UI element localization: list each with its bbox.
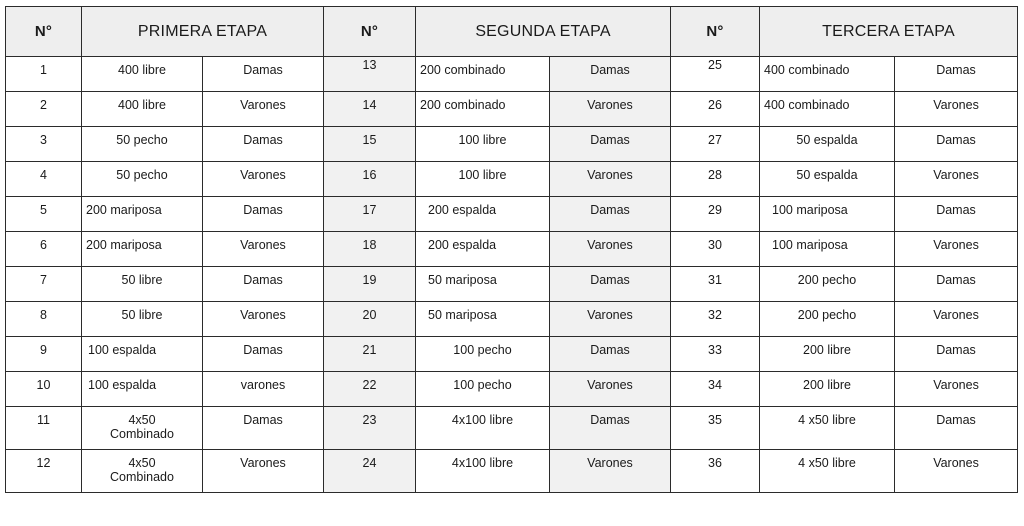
event-name: 50 espalda <box>760 162 895 197</box>
number-header-2: N° <box>324 7 416 57</box>
event-number: 15 <box>324 127 416 162</box>
event-number: 19 <box>324 267 416 302</box>
event-number: 18 <box>324 232 416 267</box>
event-category: Damas <box>895 337 1018 372</box>
table-row <box>6 57 1018 92</box>
event-number: 13 <box>362 58 377 72</box>
event-name: 50 libre <box>82 267 203 302</box>
event-number: 2 <box>6 92 82 127</box>
event-name: 50 espalda <box>760 127 895 162</box>
events-table <box>5 6 1018 493</box>
event-name: 50 pecho <box>82 127 203 162</box>
event-name: 50 mariposa <box>416 302 550 337</box>
event-category: Damas <box>895 127 1018 162</box>
event-category: Varones <box>203 162 324 197</box>
event-number: 28 <box>671 162 760 197</box>
event-number: 21 <box>324 337 416 372</box>
number-header-1: N° <box>6 7 82 57</box>
event-name: 200 combinado <box>416 92 550 127</box>
event-name: 50 libre <box>82 302 203 337</box>
event-category: Damas <box>895 197 1018 232</box>
event-name: 4 x50 libre <box>760 450 895 493</box>
table-row <box>6 162 1018 197</box>
event-name-line-2: Combinado <box>110 427 174 441</box>
event-category: Varones <box>203 302 324 337</box>
event-category: Damas <box>895 407 1018 450</box>
event-category: Varones <box>550 232 671 267</box>
event-number: 24 <box>324 450 416 493</box>
event-category: Varones <box>550 92 671 127</box>
event-name: 4 x50 libre <box>760 407 895 450</box>
stage-header-first: PRIMERA ETAPA <box>82 7 324 57</box>
event-category: Damas <box>550 267 671 302</box>
event-category: Damas <box>203 127 324 162</box>
event-number: 6 <box>6 232 82 267</box>
event-number: 4 <box>6 162 82 197</box>
table-row <box>6 302 1018 337</box>
table-row <box>6 127 1018 162</box>
table-row <box>6 267 1018 302</box>
event-category: Varones <box>895 92 1018 127</box>
number-header-3: N° <box>671 7 760 57</box>
event-number: 17 <box>324 197 416 232</box>
event-category: Damas <box>550 407 671 450</box>
event-number: 1 <box>6 57 82 92</box>
event-category: varones <box>203 372 324 407</box>
event-category: Damas <box>895 267 1018 302</box>
event-number: 27 <box>671 127 760 162</box>
event-name: 400 combinado <box>760 92 895 127</box>
event-category: Varones <box>895 372 1018 407</box>
event-number: 8 <box>6 302 82 337</box>
event-name: 100 espalda <box>82 337 203 372</box>
event-name: 100 mariposa <box>760 232 895 267</box>
event-number: 9 <box>6 337 82 372</box>
event-category: Damas <box>895 57 1018 92</box>
event-name: 200 libre <box>760 372 895 407</box>
event-category: Damas <box>550 337 671 372</box>
event-number: 20 <box>324 302 416 337</box>
event-category: Varones <box>550 162 671 197</box>
event-name <box>82 450 203 493</box>
event-number: 26 <box>671 92 760 127</box>
event-category: Varones <box>895 450 1018 493</box>
event-number: 30 <box>671 232 760 267</box>
event-category: Damas <box>203 57 324 92</box>
table-row <box>6 407 1018 450</box>
event-name: 200 combinado <box>416 57 550 92</box>
event-category: Varones <box>550 302 671 337</box>
event-name-line-1: 4x50 <box>128 413 156 427</box>
event-category: Damas <box>203 197 324 232</box>
event-name-line-2: Combinado <box>110 470 174 484</box>
event-name: 200 pecho <box>760 302 895 337</box>
table-row <box>6 92 1018 127</box>
event-name: 400 combinado <box>760 57 895 92</box>
event-name: 50 pecho <box>82 162 203 197</box>
event-name: 200 espalda <box>416 232 550 267</box>
event-name-line-1: 4x50 <box>128 456 156 470</box>
event-number: 36 <box>671 450 760 493</box>
event-name: 100 pecho <box>416 337 550 372</box>
table-row <box>6 450 1018 493</box>
event-name: 200 mariposa <box>82 197 203 232</box>
event-number: 32 <box>671 302 760 337</box>
event-number: 14 <box>324 92 416 127</box>
event-category: Varones <box>550 372 671 407</box>
event-number: 5 <box>6 197 82 232</box>
header-row <box>6 7 1018 57</box>
event-category: Damas <box>203 267 324 302</box>
stage-header-second: SEGUNDA ETAPA <box>416 7 671 57</box>
event-name: 200 espalda <box>416 197 550 232</box>
event-number: 34 <box>671 372 760 407</box>
event-name: 4x100 libre <box>416 450 550 493</box>
event-category: Damas <box>550 127 671 162</box>
event-name: 400 libre <box>82 92 203 127</box>
event-name: 100 pecho <box>416 372 550 407</box>
event-number: 29 <box>671 197 760 232</box>
event-name: 200 libre <box>760 337 895 372</box>
event-number: 33 <box>671 337 760 372</box>
event-category: Damas <box>550 197 671 232</box>
event-name: 100 libre <box>416 162 550 197</box>
event-category: Varones <box>203 232 324 267</box>
event-name: 50 mariposa <box>416 267 550 302</box>
event-number: 22 <box>324 372 416 407</box>
event-name <box>82 407 203 450</box>
event-name: 400 libre <box>82 57 203 92</box>
event-name: 100 mariposa <box>760 197 895 232</box>
event-category: Varones <box>550 450 671 493</box>
event-number: 3 <box>6 127 82 162</box>
event-name: 100 espalda <box>82 372 203 407</box>
table-row <box>6 372 1018 407</box>
event-number: 10 <box>6 372 82 407</box>
event-number: 35 <box>671 407 760 450</box>
event-category: Damas <box>550 57 671 92</box>
events-schedule-sheet <box>5 6 1017 520</box>
table-row <box>6 337 1018 372</box>
event-name: 4x100 libre <box>416 407 550 450</box>
event-number: 7 <box>6 267 82 302</box>
event-category: Damas <box>203 407 324 450</box>
event-name: 200 mariposa <box>82 232 203 267</box>
event-name: 100 libre <box>416 127 550 162</box>
event-number: 25 <box>708 58 722 72</box>
stage-header-third: TERCERA ETAPA <box>760 7 1018 57</box>
table-row <box>6 232 1018 267</box>
event-category: Varones <box>203 450 324 493</box>
event-category: Varones <box>895 232 1018 267</box>
event-category: Damas <box>203 337 324 372</box>
event-number: 23 <box>324 407 416 450</box>
event-number: 12 <box>6 450 82 493</box>
event-number: 16 <box>324 162 416 197</box>
event-number: 11 <box>6 407 82 450</box>
table-row <box>6 197 1018 232</box>
event-category: Varones <box>895 162 1018 197</box>
event-category: Varones <box>203 92 324 127</box>
event-category: Varones <box>895 302 1018 337</box>
event-name: 200 pecho <box>760 267 895 302</box>
event-number: 31 <box>671 267 760 302</box>
